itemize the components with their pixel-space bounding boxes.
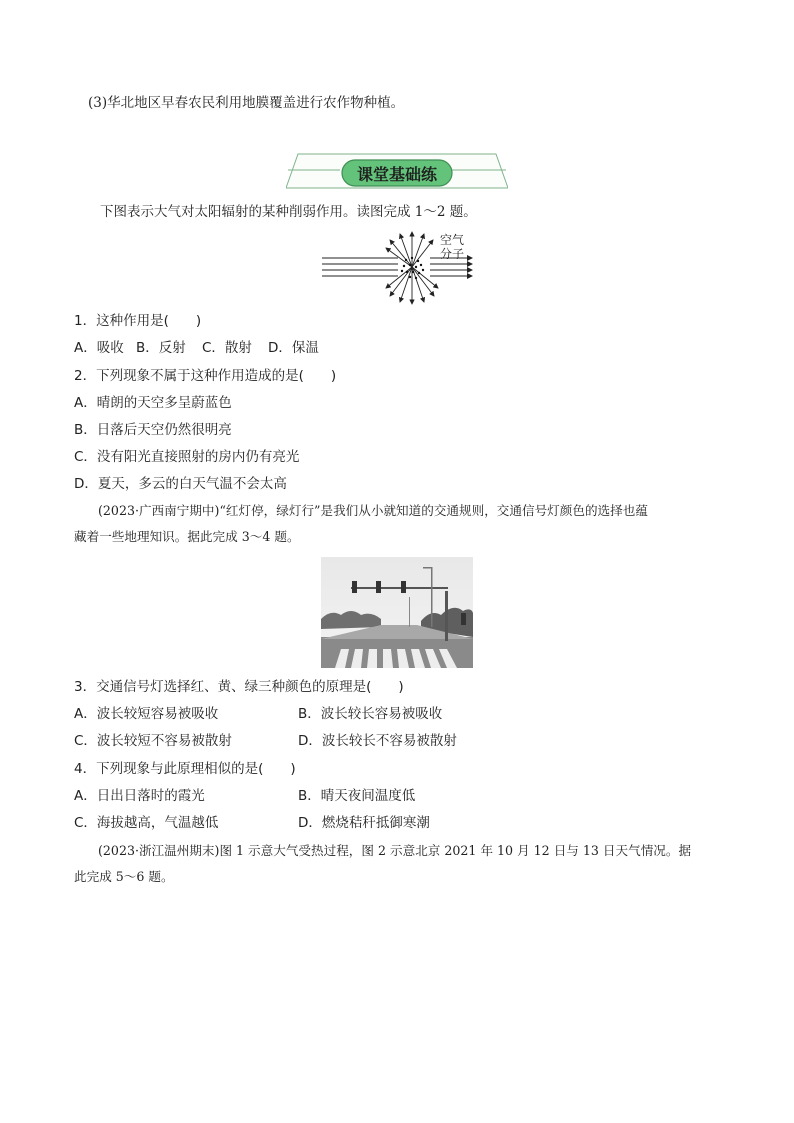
q2-option-a: A．晴朗的天空多呈蔚蓝色 bbox=[74, 395, 232, 411]
label-air: 空气 bbox=[440, 233, 465, 247]
question-2-stem: 2．下列现象不属于这种作用造成的是( ) bbox=[74, 368, 337, 384]
q3-option-d: D．波长较长不容易被散射 bbox=[298, 733, 457, 749]
q3-option-a: A．波长较短容易被吸收 bbox=[74, 706, 219, 722]
intro-2-line-1: (2023·广西南宁期中)“红灯停，绿灯行”是我们从小就知道的交通规则，交通信号灯颜色的选择也蕴 bbox=[98, 503, 648, 518]
q2-option-c: C．没有阳光直接照射的房内仍有亮光 bbox=[74, 449, 300, 465]
q2-option-d: D．夏天，多云的白天气温不会太高 bbox=[74, 476, 287, 492]
q3-option-c: C．波长较短不容易被散射 bbox=[74, 733, 232, 749]
q4-option-c: C．海拔越高，气温越低 bbox=[74, 815, 219, 831]
question-4-stem: 4．下列现象与此原理相似的是( ) bbox=[74, 761, 296, 777]
q1-option-a: A．吸收 bbox=[74, 340, 124, 356]
intro-1: 下图表示大气对太阳辐射的某种削弱作用。读图完成 1～2 题。 bbox=[100, 204, 477, 220]
question-1-stem: 1．这种作用是( ) bbox=[74, 313, 202, 329]
q4-option-d: D．燃烧秸秆抵御寒潮 bbox=[298, 815, 430, 831]
q1-option-d: D．保温 bbox=[268, 340, 319, 356]
q3-option-b: B．波长较长容易被吸收 bbox=[298, 706, 443, 722]
scattering-diagram bbox=[320, 228, 480, 306]
section-title: 课堂基础练 bbox=[356, 164, 437, 184]
traffic-light-photo bbox=[321, 557, 473, 668]
label-molecule: 分子 bbox=[440, 247, 465, 261]
q2-option-b: B．日落后天空仍然很明亮 bbox=[74, 422, 232, 438]
q4-option-a: A．日出日落时的霞光 bbox=[74, 788, 205, 804]
intro-3-line-2: 此完成 5～6 题。 bbox=[74, 869, 174, 884]
intro-item-3: (3)华北地区早春农民利用地膜覆盖进行农作物种植。 bbox=[88, 95, 405, 111]
question-3-stem: 3．交通信号灯选择红、黄、绿三种颜色的原理是( ) bbox=[74, 679, 404, 695]
q1-option-c: C．散射 bbox=[202, 340, 252, 356]
intro-2-line-2: 藏着一些地理知识。据此完成 3～4 题。 bbox=[74, 529, 300, 544]
q1-option-b: B．反射 bbox=[136, 340, 186, 356]
q4-option-b: B．晴天夜间温度低 bbox=[298, 788, 416, 804]
intro-3-line-1: (2023·浙江温州期末)图 1 示意大气受热过程，图 2 示意北京 2021 年 10 月 12 日与 13 日天气情况。据 bbox=[98, 843, 692, 858]
